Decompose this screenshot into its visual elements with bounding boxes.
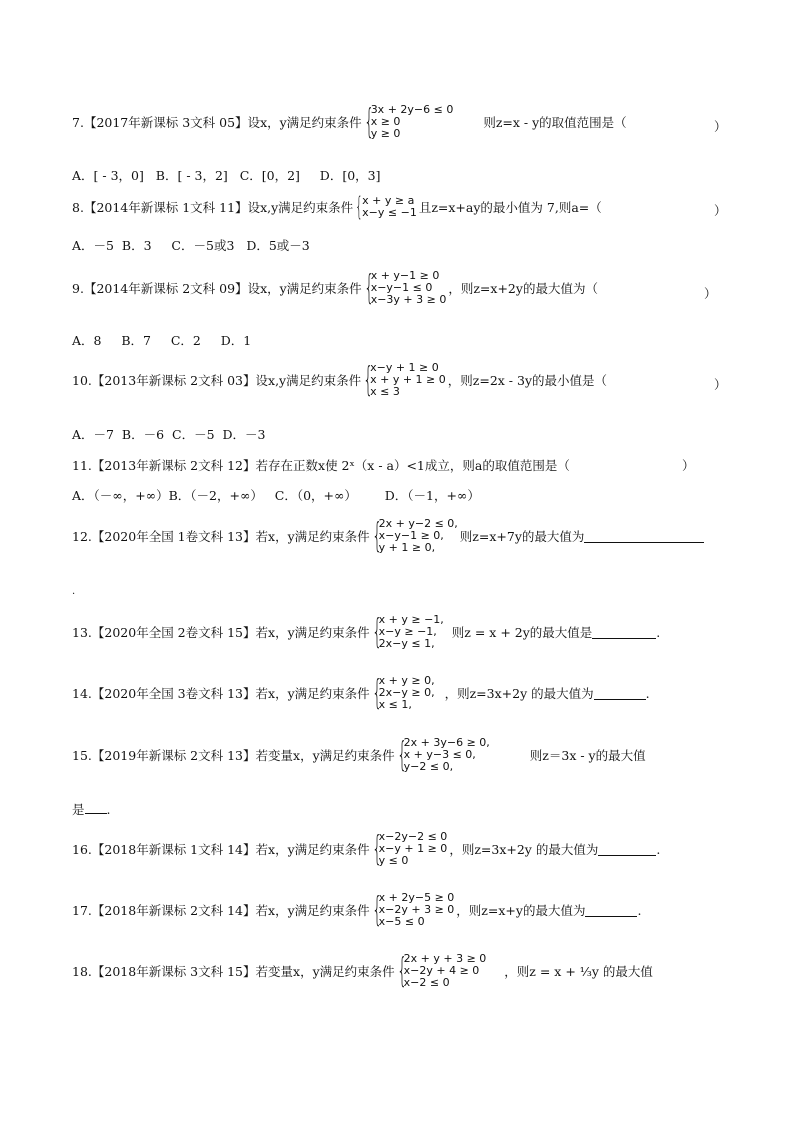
constraint-line: x + y−1 ≥ 0 xyxy=(370,269,440,282)
constraint-system xyxy=(361,362,446,398)
constraint-line: 2x−y ≤ 1, xyxy=(378,637,435,650)
question-14: 14 . 【2020年全国 3卷文科 13】 若x，y满足约束条件 { x + y ≥ 0, 2x−y ≥ 0, x ≤ 1, ，则z=3x+2y 的最大值为 . xyxy=(72,673,650,713)
constraint-line: x−y ≤ −1 xyxy=(362,206,417,219)
constraint-line: 2x + 3y−6 ≥ 0, xyxy=(403,736,490,749)
constraint-line: y ≥ 0 xyxy=(370,127,401,140)
brace-icon: { xyxy=(363,268,374,308)
constraint-line: x ≥ 0 xyxy=(370,115,401,128)
constraint-line: x + y ≥ a xyxy=(362,194,415,207)
constraint-line: x ≤ 1, xyxy=(378,698,412,711)
question-text: 若x，y满足约束条件 xyxy=(255,903,370,918)
constraint-line: x + y + 1 ≥ 0 xyxy=(370,373,446,386)
brace-icon: { xyxy=(371,673,382,713)
constraint-system xyxy=(362,270,447,306)
options-q7: A．[ - 3，0] B．[ - 3，2] C．[0，2] D．[0，3] xyxy=(72,168,381,183)
answer-paren: ） xyxy=(714,203,727,218)
constraint-system xyxy=(395,953,487,989)
answer-paren: ） xyxy=(704,286,717,301)
question-text: 若x，y满足约束条件 xyxy=(255,686,370,701)
constraint-line: x + y ≥ −1, xyxy=(378,613,444,626)
question-source-tag: 【2014年新课标 1文科 11】 xyxy=(83,200,248,215)
question-number: 8 xyxy=(72,199,80,215)
period: . xyxy=(645,685,650,701)
question-16: 16 . 【2018年新课标 1文科 14】 若x，y满足约束条件 { x−2y−2 ≤ 0 x−y + 1 ≥ 0 y ≤ 0 ，则z=3x+2y 的最大值为 . xyxy=(72,829,661,869)
constraint-system xyxy=(370,675,435,711)
brace-icon: { xyxy=(396,951,407,991)
constraint-line: 3x + 2y−6 ≤ 0 xyxy=(370,103,454,116)
question-text: 设x,y满足约束条件 xyxy=(255,373,362,388)
options-q11: A．（－∞，+∞）B．（－2，+∞） C．（0，+∞） D．（－1，+∞） xyxy=(72,488,480,503)
question-text: 若存在正数x使 2ˣ（x - a）<1成立，则a的取值范围是（ xyxy=(255,458,570,473)
options-q9: A．8 B．7 C．2 D．1 xyxy=(72,333,252,348)
question-source-tag: 【2020年全国 3卷文科 13】 xyxy=(91,686,256,701)
question-text: 若变量x，y满足约束条件 xyxy=(255,964,395,979)
constraint-line: 2x + y + 3 ≥ 0 xyxy=(403,952,487,965)
question-text: 若x，y满足约束条件 xyxy=(255,842,370,857)
constraint-line: x−2y−2 ≤ 0 xyxy=(378,830,448,843)
constraint-line: x−y + 1 ≥ 0 xyxy=(378,842,448,855)
constraint-line: x−3y + 3 ≥ 0 xyxy=(370,293,447,306)
constraint-system xyxy=(370,831,448,867)
answer-blank[interactable] xyxy=(585,904,637,917)
question-source-tag: 【2018年新课标 2文科 14】 xyxy=(91,903,256,918)
constraint-line: x−y−1 ≥ 0, xyxy=(378,529,444,542)
question-text: 若x，y满足约束条件 xyxy=(255,625,370,640)
question-text: 且z=x+ay的最小值为 7,则a=（ xyxy=(418,200,602,215)
constraint-line: y + 1 ≥ 0, xyxy=(378,541,436,554)
brace-icon: { xyxy=(363,360,374,400)
question-number: 14 xyxy=(72,685,88,701)
period: . xyxy=(656,841,661,857)
brace-icon: { xyxy=(355,192,363,222)
question-number: 18 xyxy=(72,963,88,979)
brace-icon: { xyxy=(371,612,382,652)
constraint-line: x−y + 1 ≥ 0 xyxy=(370,361,439,374)
brace-icon: { xyxy=(363,102,374,142)
question-text: 若变量x，y满足约束条件 xyxy=(255,748,395,763)
question-text: ，则z=x+2y的最大值为（ xyxy=(448,281,598,296)
constraint-line: x + 2y−5 ≥ 0 xyxy=(378,891,455,904)
question-13: 13 . 【2020年全国 2卷文科 15】 若x，y满足约束条件 { x + y ≥ −1, x−y ≥ −1, 2x−y ≤ 1, 则z = x + 2y的最大值是 . xyxy=(72,612,661,652)
brace-icon: { xyxy=(371,890,382,930)
question-source-tag: 【2018年新课标 3文科 15】 xyxy=(91,964,256,979)
question-source-tag: 【2020年全国 2卷文科 15】 xyxy=(91,625,256,640)
question-source-tag: 【2013年新课标 2文科 12】 xyxy=(91,458,256,473)
question-text: ，则z = x + ⅓y 的最大值 xyxy=(504,964,653,979)
question-text: 则z=x+7y的最大值为 xyxy=(459,529,585,544)
question-number: 13 xyxy=(72,624,88,640)
question-number: 10 xyxy=(72,372,88,388)
constraint-line: 2x + y−2 ≤ 0, xyxy=(378,517,458,530)
constraint-system xyxy=(370,892,455,928)
constraint-line: 2x−y ≥ 0, xyxy=(378,686,435,699)
constraint-line: x + y ≥ 0, xyxy=(378,674,435,687)
question-text: 则z = x + 2y的最大值是 xyxy=(451,625,593,640)
question-number: 17 xyxy=(72,902,88,918)
question-number: 7 xyxy=(72,114,80,130)
question-text: ，则z=2x - 3y的最小值是（ xyxy=(447,373,608,388)
question-source-tag: 【2013年新课标 2文科 03】 xyxy=(91,373,256,388)
question-text: 则z=x - y的取值范围是（ xyxy=(483,115,627,130)
stray-dot: . xyxy=(72,586,76,597)
question-source-tag: 【2018年新课标 1文科 14】 xyxy=(91,842,256,857)
question-15: 15 . 【2019年新课标 2文科 13】 若变量x，y满足约束条件 { 2x + 3y−6 ≥ 0, x + y−3 ≤ 0, y−2 ≤ 0, 则z＝3x - y的最大值 xyxy=(72,735,646,775)
question-source-tag: 【2020年全国 1卷文科 13】 xyxy=(91,529,256,544)
question-text: ，则z=3x+2y 的最大值为 xyxy=(444,686,594,701)
question-text: ，则z=3x+2y 的最大值为 xyxy=(449,842,599,857)
options-q8: A．－5 B．3 C．－5或3 D．5或－3 xyxy=(72,238,310,253)
period: . xyxy=(656,624,661,640)
constraint-line: x−2 ≤ 0 xyxy=(403,976,450,989)
constraint-system xyxy=(395,737,490,773)
question-12: 12 . 【2020年全国 1卷文科 13】 若x，y满足约束条件 { 2x + y−2 ≤ 0, x−y−1 ≥ 0, y + 1 ≥ 0, 则z=x+7y的最大值为 xyxy=(72,518,734,554)
question-number: 15 xyxy=(72,747,88,763)
question-number: 16 xyxy=(72,841,88,857)
answer-blank[interactable] xyxy=(594,687,646,700)
answer-blank[interactable] xyxy=(85,801,107,814)
constraint-line: x−5 ≤ 0 xyxy=(378,915,425,928)
question-number: 12 xyxy=(72,528,88,544)
question-18: 18 . 【2018年新课标 3文科 15】 若变量x，y满足约束条件 { 2x + y + 3 ≥ 0 x−2y + 4 ≥ 0 x−2 ≤ 0 ，则z = x + ⅓y 的最大值 xyxy=(72,951,653,991)
question-15-continued xyxy=(72,800,734,818)
answer-paren: ） xyxy=(714,377,727,392)
question-source-tag: 【2017年新课标 3文科 05】 xyxy=(83,115,248,130)
constraint-line: x + y−3 ≤ 0, xyxy=(403,748,476,761)
answer-blank[interactable] xyxy=(592,626,656,639)
question-text: 设x，y满足约束条件 xyxy=(247,115,362,130)
question-11: 11.【2013年新课标 2文科 12】若存在正数x使 2ˣ（x - a）<1成立，则a的取值范围是（ xyxy=(72,458,570,473)
constraint-line: x−2y + 3 ≥ 0 xyxy=(378,903,455,916)
brace-icon: { xyxy=(371,516,382,556)
constraint-line: x−2y + 4 ≥ 0 xyxy=(403,964,480,977)
constraint-system xyxy=(353,194,417,220)
constraint-line: x ≤ 3 xyxy=(370,385,400,398)
brace-icon: { xyxy=(371,829,382,869)
constraint-system xyxy=(370,518,458,554)
brace-icon: { xyxy=(396,735,407,775)
constraint-line: y ≤ 0 xyxy=(378,854,409,867)
answer-paren: ） xyxy=(714,119,727,134)
period: . xyxy=(106,802,111,817)
question-number: 9 xyxy=(72,280,80,296)
question-8: 8 . 【2014年新课标 1文科 11】 设x,y满足约束条件 { x + y ≥ a x−y ≤ −1 且z=x+ay的最小值为 7,则a=（ xyxy=(72,192,602,222)
question-text: 设x，y满足约束条件 xyxy=(247,281,362,296)
constraint-line: x−y ≥ −1, xyxy=(378,625,437,638)
options-q10: A．－7 B．－6 C．－5 D．－3 xyxy=(72,427,266,442)
question-text: 则z＝3x - y的最大值 xyxy=(529,748,646,763)
question-text: 若x，y满足约束条件 xyxy=(255,529,370,544)
question-text: 设x,y满足约束条件 xyxy=(247,200,354,215)
question-10: 10 . 【2013年新课标 2文科 03】 设x,y满足约束条件 { x−y + 1 ≥ 0 x + y + 1 ≥ 0 x ≤ 3 ，则z=2x - 3y的最小值是（ xyxy=(72,360,608,400)
question-number: 11 xyxy=(72,458,88,473)
question-source-tag: 【2014年新课标 2文科 09】 xyxy=(83,281,248,296)
answer-blank[interactable] xyxy=(598,843,656,856)
constraint-system xyxy=(362,104,454,140)
period: . xyxy=(637,902,642,918)
constraint-line: y−2 ≤ 0, xyxy=(403,760,454,773)
question-17: 17 . 【2018年新课标 2文科 14】 若x，y满足约束条件 { x + 2y−5 ≥ 0 x−2y + 3 ≥ 0 x−5 ≤ 0 ，则z=x+y的最大值为 . xyxy=(72,890,642,930)
constraint-system xyxy=(370,614,444,650)
question-7: 7 . 【2017年新课标 3文科 05】 设x，y满足约束条件 { 3x + 2y−6 ≤ 0 x ≥ 0 y ≥ 0 则z=x - y的取值范围是（ xyxy=(72,102,627,142)
question-text: 是 xyxy=(72,802,85,817)
question-source-tag: 【2019年新课标 2文科 13】 xyxy=(91,748,256,763)
answer-paren: ） xyxy=(682,458,695,473)
constraint-line: x−y−1 ≤ 0 xyxy=(370,281,433,294)
answer-blank[interactable] xyxy=(584,530,704,543)
question-text: ，则z=x+y的最大值为 xyxy=(456,903,586,918)
question-9: 9 . 【2014年新课标 2文科 09】 设x，y满足约束条件 { x + y−1 ≥ 0 x−y−1 ≤ 0 x−3y + 3 ≥ 0 ，则z=x+2y的最大值为（ xyxy=(72,268,598,308)
